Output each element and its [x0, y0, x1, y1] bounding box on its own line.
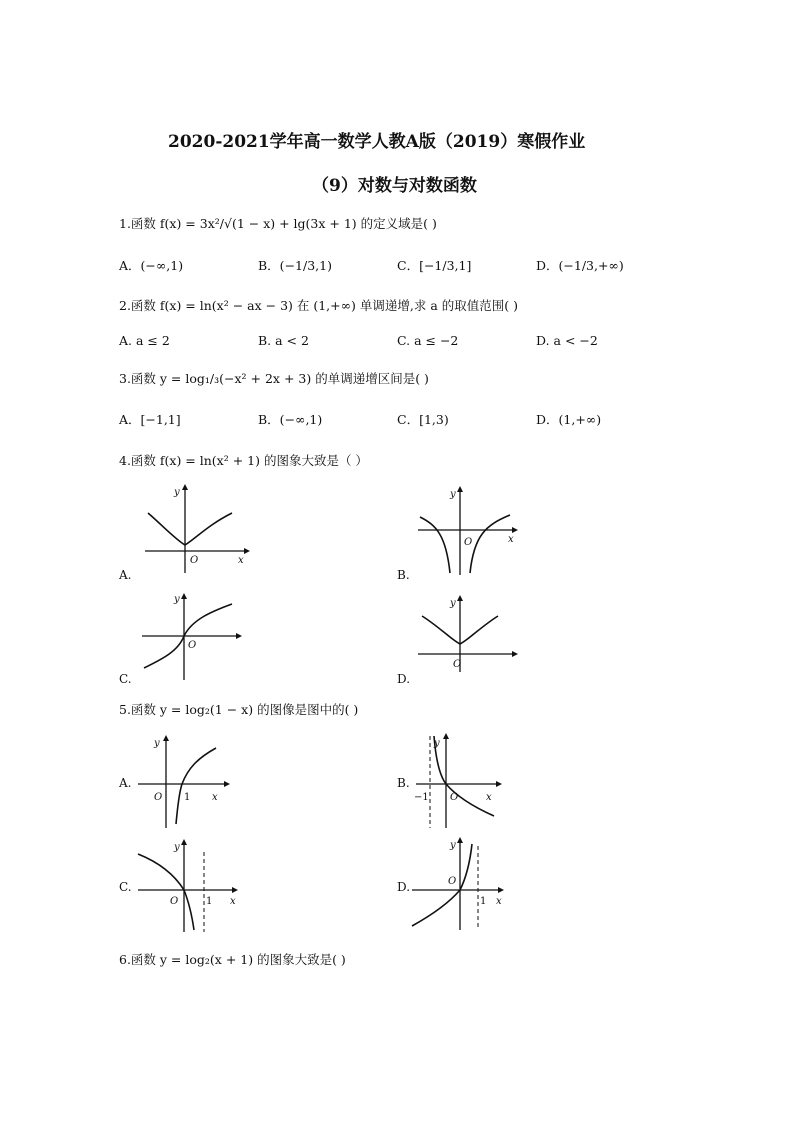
- origin-label: O: [448, 876, 457, 887]
- y-label: y: [450, 598, 456, 609]
- question-4-graph-a: [140, 483, 252, 575]
- question-4-text: 4.函数 f(x) = ln(x² + 1) 的图象大致是（ ）: [119, 453, 368, 468]
- question-3-option-a: A．[−1,1]: [119, 412, 181, 427]
- question-1-option-d: D．(−1/3,+∞): [536, 258, 624, 273]
- x-label: x: [212, 792, 218, 803]
- y-label: y: [450, 489, 456, 500]
- question-5-graph-c: [136, 838, 246, 934]
- question-5-graph-d: [410, 836, 520, 932]
- question-5-text: 5.函数 y = log₂(1 − x) 的图像是图中的( ): [119, 702, 359, 717]
- curve: [138, 854, 194, 930]
- tick-label-one: 1: [206, 896, 213, 907]
- question-4-graph-d: [416, 594, 528, 674]
- y-label: y: [154, 738, 160, 749]
- question-2-option-b: B. a < 2: [258, 333, 309, 348]
- origin-label: O: [190, 555, 199, 566]
- question-5-label-b: B.: [397, 776, 410, 790]
- origin-label: O: [154, 792, 163, 803]
- origin-label: O: [450, 792, 459, 803]
- tick-label-neg-one: −1: [414, 792, 429, 803]
- question-5-label-a: A.: [119, 776, 132, 790]
- x-axis-arrow-icon: [496, 781, 502, 787]
- y-label: y: [174, 842, 180, 853]
- tick-label-one: 1: [184, 792, 191, 803]
- origin-label: O: [170, 896, 179, 907]
- curve: [434, 736, 494, 816]
- y-label: y: [174, 487, 180, 498]
- curve: [412, 844, 472, 926]
- question-2-option-a: A. a ≤ 2: [119, 333, 170, 348]
- question-3-option-c: C．[1,3): [397, 412, 449, 427]
- x-label: x: [230, 896, 236, 907]
- curve-right: [470, 515, 510, 573]
- y-axis-arrow-icon: [163, 735, 169, 741]
- y-axis-arrow-icon: [457, 837, 463, 843]
- page-subtitle: （9）对数与对数函数: [312, 176, 477, 196]
- x-label: x: [238, 555, 244, 566]
- question-1-option-c: C．[−1/3,1]: [397, 258, 472, 273]
- curve: [176, 748, 216, 824]
- question-4-label-a: A.: [119, 568, 132, 582]
- curve: [148, 513, 232, 545]
- question-2-option-c: C. a ≤ −2: [397, 333, 459, 348]
- y-axis-arrow-icon: [443, 733, 449, 739]
- origin-label: O: [453, 659, 462, 670]
- x-axis-arrow-icon: [512, 527, 518, 533]
- question-3-option-d: D．(1,+∞): [536, 412, 602, 427]
- origin-label: O: [464, 537, 473, 548]
- y-label: y: [450, 840, 456, 851]
- question-6-text: 6.函数 y = log₂(x + 1) 的图象大致是( ): [119, 952, 346, 967]
- question-1-option-a: A．(−∞,1): [119, 258, 184, 273]
- origin-label: O: [188, 640, 197, 651]
- y-label: y: [434, 738, 440, 749]
- question-3-text: 3.函数 y = log₁/₃(−x² + 2x + 3) 的单调递增区间是( ): [119, 371, 429, 386]
- x-axis-arrow-icon: [236, 633, 242, 639]
- y-axis-arrow-icon: [457, 486, 463, 492]
- y-axis-arrow-icon: [182, 484, 188, 490]
- x-axis-arrow-icon: [244, 548, 250, 554]
- x-axis-arrow-icon: [498, 887, 504, 893]
- curve-left: [420, 517, 450, 573]
- x-axis-arrow-icon: [512, 651, 518, 657]
- question-4-label-c: C.: [119, 672, 132, 686]
- question-5-graph-a: [136, 734, 236, 830]
- question-2-option-d: D. a < −2: [536, 333, 598, 348]
- x-axis-arrow-icon: [224, 781, 230, 787]
- question-5-label-c: C.: [119, 880, 132, 894]
- question-5-graph-b: [414, 732, 514, 830]
- x-label: x: [486, 792, 492, 803]
- x-label: x: [496, 896, 502, 907]
- x-axis-arrow-icon: [232, 887, 238, 893]
- question-1-text: 1.函数 f(x) = 3x²/√(1 − x) + lg(3x + 1) 的定义域是( ): [119, 216, 437, 231]
- question-1-option-b: B．(−1/3,1): [258, 258, 332, 273]
- question-4-graph-c: [140, 590, 252, 682]
- question-2-text: 2.函数 f(x) = ln(x² − ax − 3) 在 (1,+∞) 单调递增,求 a 的取值范围( ): [119, 298, 518, 313]
- tick-label-one: 1: [480, 896, 487, 907]
- question-5-label-d: D.: [397, 880, 411, 894]
- question-4-label-d: D.: [397, 672, 411, 686]
- y-axis-arrow-icon: [181, 593, 187, 599]
- y-label: y: [174, 594, 180, 605]
- y-axis-arrow-icon: [457, 595, 463, 601]
- question-4-label-b: B.: [397, 568, 410, 582]
- y-axis-arrow-icon: [181, 839, 187, 845]
- question-4-graph-b: [416, 485, 528, 577]
- x-label: x: [508, 534, 514, 545]
- question-3-option-b: B．(−∞,1): [258, 412, 323, 427]
- page-title: 2020-2021学年高一数学人教A版（2019）寒假作业: [168, 132, 586, 152]
